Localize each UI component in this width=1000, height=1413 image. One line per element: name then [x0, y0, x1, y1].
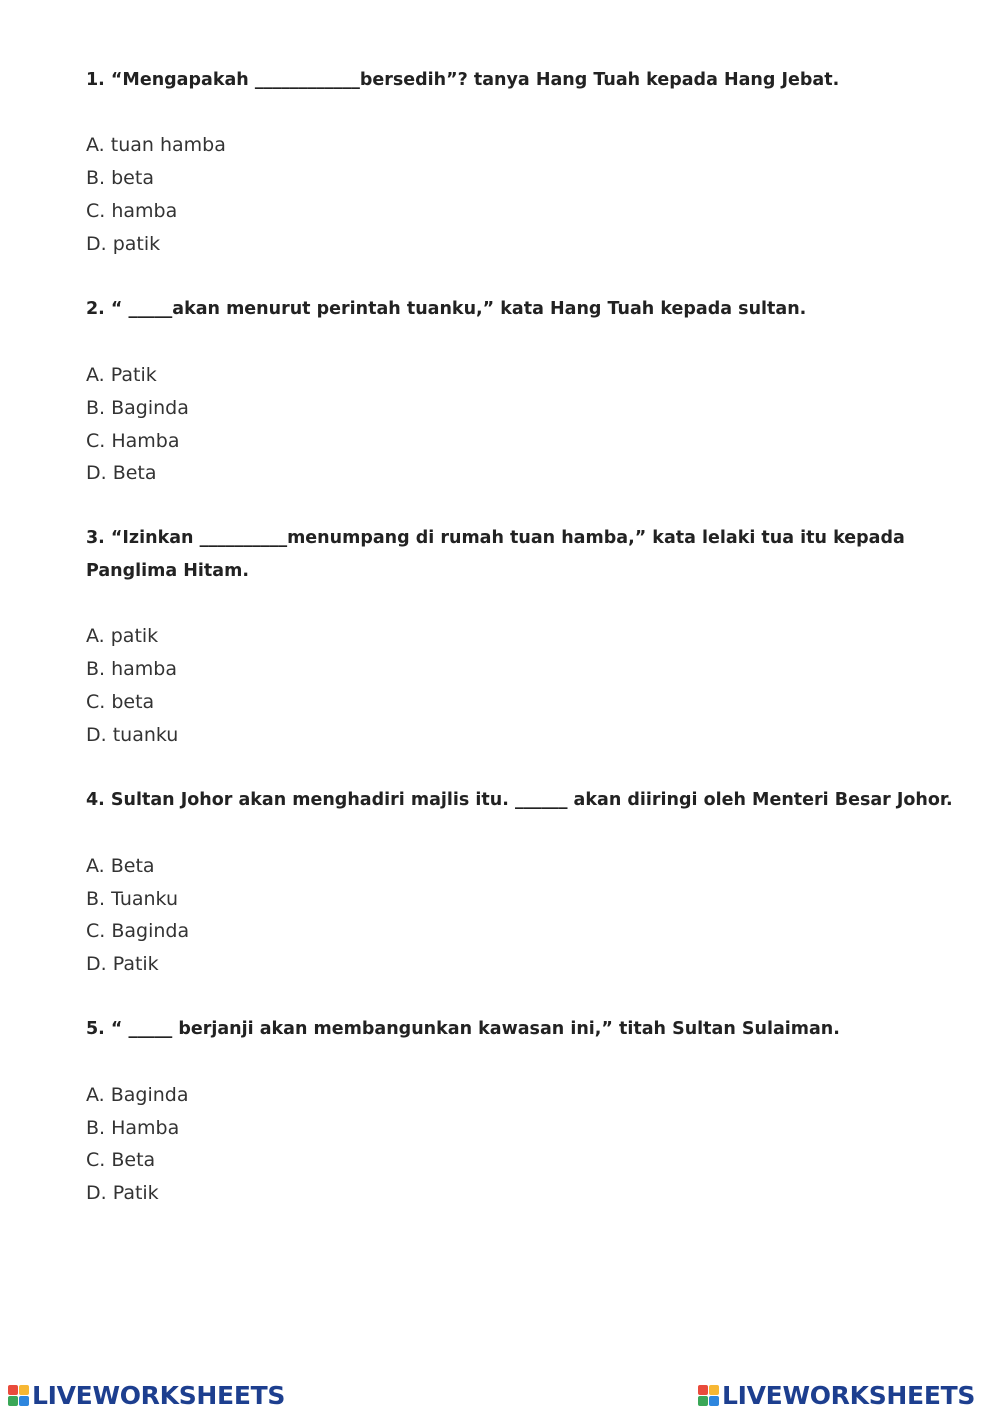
logo-square-blue	[19, 1396, 29, 1406]
question-4: 4. Sultan Johor akan menghadiri majlis itu. ______ akan diiringi oleh Menteri Besar Johor.	[86, 790, 953, 810]
question-4-option-a[interactable]: A. Beta	[86, 855, 155, 877]
question-3-option-c[interactable]: C. beta	[86, 691, 155, 713]
question-1: 1. “Mengapakah ____________bersedih”? tanya Hang Tuah kepada Hang Jebat.	[86, 70, 840, 90]
question-4-option-d[interactable]: D. Patik	[86, 953, 159, 975]
question-4-option-b[interactable]: B. Tuanku	[86, 888, 179, 910]
liveworksheets-mark-icon	[8, 1385, 29, 1406]
question-2: 2. “ _____akan menurut perintah tuanku,” kata Hang Tuah kepada sultan.	[86, 299, 807, 319]
question-1-option-a[interactable]: A. tuan hamba	[86, 134, 226, 156]
logo-square-blue	[709, 1396, 719, 1406]
liveworksheets-mark-icon	[698, 1385, 719, 1406]
question-5-option-a[interactable]: A. Baginda	[86, 1084, 189, 1106]
question-5-option-b[interactable]: B. Hamba	[86, 1117, 180, 1139]
question-3-option-a[interactable]: A. patik	[86, 625, 159, 647]
question-5-option-c[interactable]: C. Beta	[86, 1149, 156, 1171]
logo-square-red	[698, 1385, 708, 1395]
logo-square-green	[8, 1396, 18, 1406]
question-1-option-b[interactable]: B. beta	[86, 167, 154, 189]
question-1-option-d[interactable]: D. patik	[86, 233, 161, 255]
question-3-option-d[interactable]: D. tuanku	[86, 724, 179, 746]
logo-square-green	[698, 1396, 708, 1406]
question-1-option-c[interactable]: C. hamba	[86, 200, 178, 222]
logo-square-yellow	[709, 1385, 719, 1395]
liveworksheets-logo-left	[8, 1379, 285, 1411]
question-5-option-d[interactable]: D. Patik	[86, 1182, 159, 1204]
question-5: 5. “ _____ berjanji akan membangunkan kawasan ini,” titah Sultan Sulaiman.	[86, 1019, 840, 1039]
logo-text-left: LIVEWORKSHEETS	[32, 1380, 286, 1410]
question-3: 3. “Izinkan __________menumpang di rumah tuan hamba,” kata lelaki tua itu kepada Panglima Hitam.	[86, 528, 905, 581]
logo-square-yellow	[19, 1385, 29, 1395]
question-4-option-c[interactable]: C. Baginda	[86, 920, 190, 942]
logo-square-red	[8, 1385, 18, 1395]
question-2-option-d[interactable]: D. Beta	[86, 462, 157, 484]
logo-text-right: LIVEWORKSHEETS	[722, 1380, 976, 1410]
question-2-option-a[interactable]: A. Patik	[86, 364, 157, 386]
question-2-option-c[interactable]: C. Hamba	[86, 430, 180, 452]
question-3-option-b[interactable]: B. hamba	[86, 658, 178, 680]
question-2-option-b[interactable]: B. Baginda	[86, 397, 189, 419]
liveworksheets-logo-right	[698, 1379, 975, 1411]
